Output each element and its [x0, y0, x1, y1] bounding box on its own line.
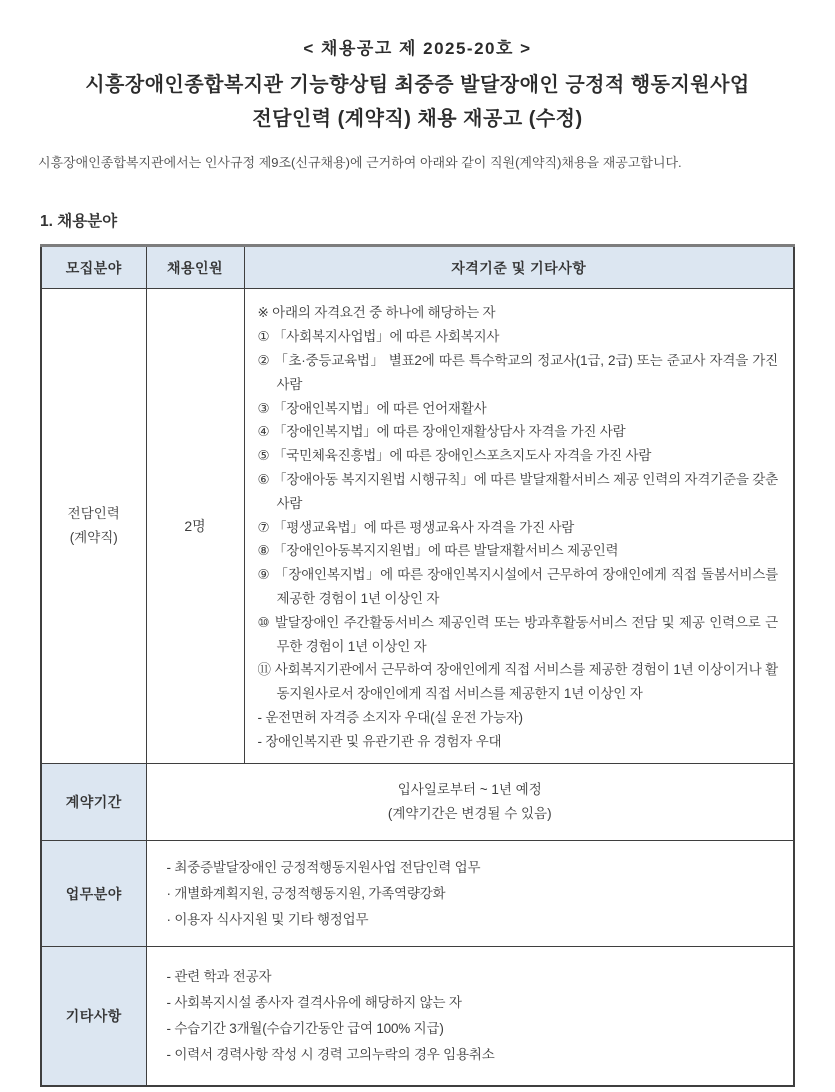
contract-period-row: [41, 764, 794, 841]
notice-number: < 채용공고 제 2025-20호 >: [303, 39, 532, 58]
recruitment-table: [40, 244, 795, 1087]
qualification-item: ③ 「장애인복지법」에 따른 언어재활사: [257, 400, 487, 416]
etc-value-cell: [146, 947, 794, 1086]
duties-value-cell: [146, 841, 794, 947]
position-field-line: (계약직): [69, 530, 118, 545]
qualification-item: ① 「사회복지사업법」에 따른 사회복지사: [257, 329, 500, 345]
qualification-item: ② 「초·중등교육법」 별표2에 따른 특수학교의 정교사(1급, 2급) 또는 준교사 자격을 가진 사람: [257, 353, 778, 392]
qualification-item: ⑩ 발달장애인 주간활동서비스 제공인력 또는 방과후활동서비스 전담 및 제공 인력으로 근무한 경험이 1년 이상인 자: [257, 614, 778, 654]
column-header-headcount: 채용인원: [146, 246, 244, 289]
column-header-recruit-field: 모집분야: [41, 246, 146, 289]
qualification-item: ④ 「장애인복지법」에 따른 장애인재활상담사 자격을 가진 사람: [257, 424, 626, 440]
contract-period-lines: [147, 778, 794, 826]
qualification-list: [258, 301, 779, 753]
etc-item: - 관련 학과 전공자: [166, 968, 272, 984]
contract-period-line: 입사일로부터 ~ 1년 예정: [397, 782, 542, 797]
qualification-item: ※ 아래의 자격요건 중 하나에 해당하는 자: [257, 305, 496, 321]
position-field-cell: [41, 289, 146, 764]
duties-list: [167, 855, 778, 933]
qualification-item: ⑥ 「장애아동 복지지원법 시행규칙」에 따른 발달재활서비스 제공 인력의 자격기준을 갖춘 사람: [257, 472, 778, 511]
qualification-item: - 장애인복지관 및 유관기관 유 경험자 우대: [257, 733, 502, 749]
table-header-row: [41, 246, 794, 289]
position-row: [41, 289, 794, 764]
duties-label-cell: 업무분야: [41, 841, 146, 947]
qualification-item: ⑪ 사회복지기관에서 근무하여 장애인에게 직접 서비스를 제공한 경험이 1년 이상이거나 활동지원사로서 장애인에게 직접 서비스를 제공한지 1년 이상인 자: [257, 662, 778, 702]
intro-paragraph: 시흥장애인종합복지관에서는 인사규정 제9조(신규채용)에 근거하여 아래와 같이 직원(계약직)채용을 재공고합니다.: [38, 155, 682, 170]
duty-item: - 최중증발달장애인 긍정적행동지원사업 전담인력 업무: [166, 859, 481, 875]
qualification-item: ⑨ 「장애인복지법」에 따른 장애인복지시설에서 근무하여 장애인에게 직접 돌봄서비스를 제공한 경험이 1년 이상인 자: [257, 567, 778, 606]
duty-item: · 개별화계획지원, 긍정적행동지원, 가족역량강화: [166, 885, 446, 901]
qualification-item: ⑤ 「국민체육진흥법」에 따른 장애인스포츠지도사 자격을 가진 사람: [257, 448, 652, 464]
etc-item: - 사회복지시설 종사자 결격사유에 해당하지 않는 자: [166, 994, 462, 1010]
contract-period-line: (계약기간은 변경될 수 있음): [387, 806, 552, 821]
qualification-item: ⑦ 「평생교육법」에 따른 평생교육사 자격을 가진 사람: [257, 519, 575, 535]
qualification-item: ⑧ 「장애인아동복지지원법」에 따른 발달재활서비스 제공인력: [257, 543, 619, 559]
document-title: [0, 68, 835, 136]
column-header-qualifications: 자격기준 및 기타사항: [244, 246, 794, 289]
contract-period-value-cell: [146, 764, 794, 841]
section-heading-recruit-field: 1. 채용분야: [40, 213, 118, 230]
position-headcount-cell: 2명: [146, 289, 244, 764]
qualification-item: - 운전면허 자격증 소지자 우대(실 운전 가능자): [257, 709, 523, 725]
duty-item: · 이용자 식사지원 및 기타 행정업무: [166, 911, 369, 927]
position-field-line: 전담인력: [67, 506, 120, 521]
etc-label-cell: 기타사항: [41, 947, 146, 1086]
duties-row: [41, 841, 794, 947]
etc-list: [167, 964, 778, 1068]
position-field-lines: [42, 502, 146, 550]
document-title-line-1: 시흥장애인종합복지관 기능향상팀 최중증 발달장애인 긍정적 행동지원사업: [85, 74, 750, 96]
etc-item: - 수습기간 3개월(수습기간동안 급여 100% 지급): [166, 1020, 444, 1036]
contract-period-label-cell: 계약기간: [41, 764, 146, 841]
etc-item: - 이력서 경력사항 작성 시 경력 고의누락의 경우 임용취소: [166, 1046, 495, 1062]
document-title-line-2: 전담인력 (계약직) 채용 재공고 (수정): [252, 108, 583, 130]
etc-row: [41, 947, 794, 1086]
qualifications-cell: [244, 289, 794, 764]
